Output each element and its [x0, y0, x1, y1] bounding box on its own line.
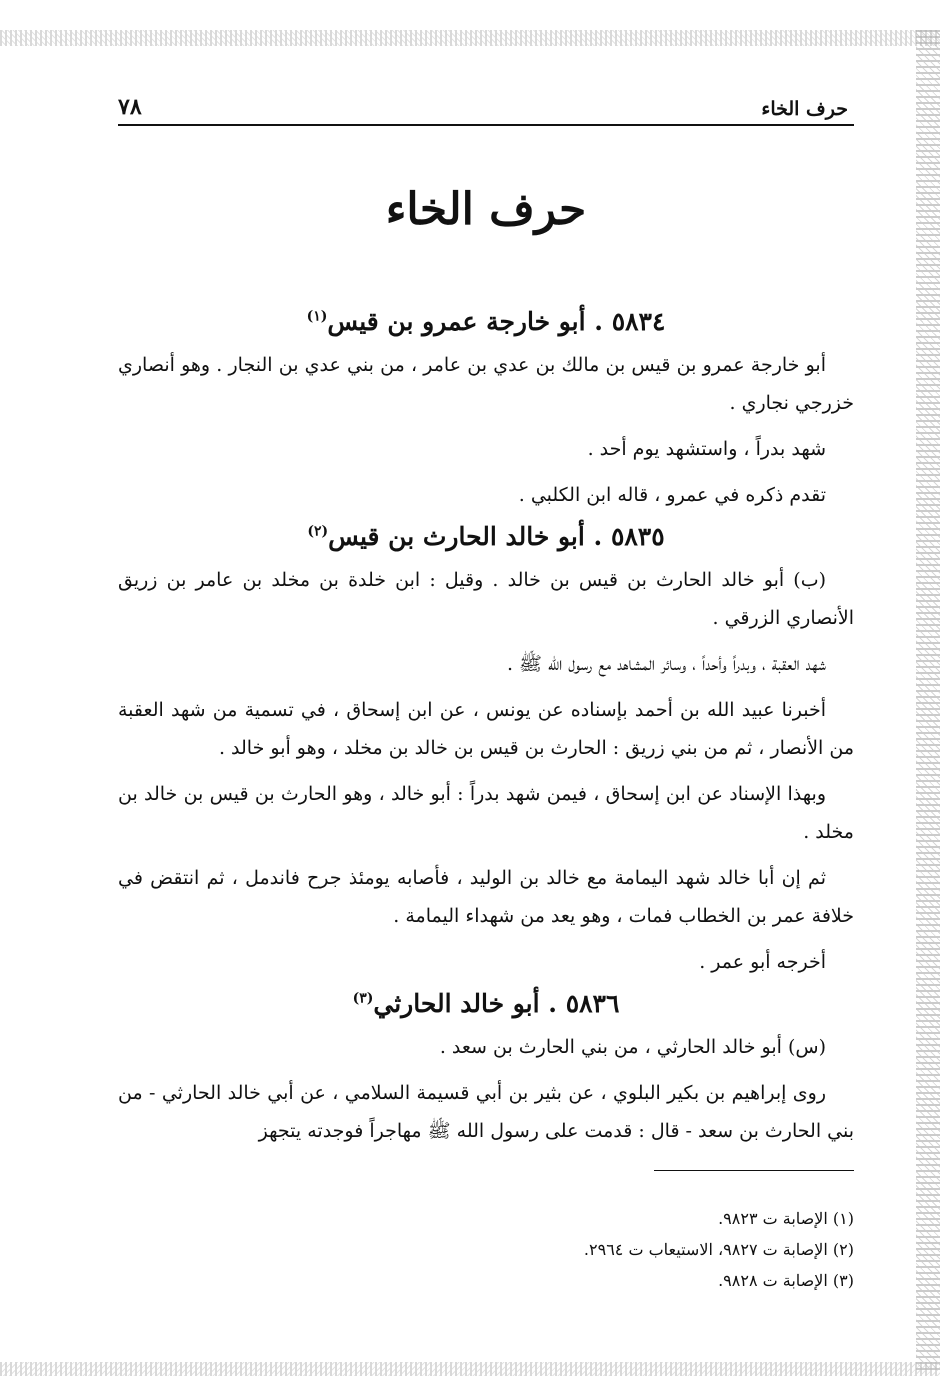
page — [118, 80, 854, 1296]
entry-paragraph: (س) أبو خالد الحارثي ، من بني الحارث بن سعد . — [439, 1036, 826, 1058]
entry-paragraph: أخبرنا عبيد الله بن أحمد بإسناده عن يونس ، عن ابن إسحاق ، في تسمية من شهد العقبة من الأنصار ، ثم من بني زريق : الحارث بن قيس بن خالد بن مخلد ، وهو أبو خالد . — [118, 699, 854, 759]
page-border-bottom — [0, 1362, 940, 1376]
running-title: حرف الخاء — [761, 98, 848, 120]
page-border-top — [0, 30, 940, 46]
entry-heading: ٥٨٣٥ . أبو خالد الحارث بن قيس$^{(٢)}$ — [307, 522, 665, 551]
entry-paragraph: شهد العقبة ، وبدراً وأحداً ، وسائر المشاهد مع رسول الله ﷺ . — [506, 653, 826, 675]
entry-paragraph: أبو خارجة عمرو بن قيس بن مالك بن عدي بن عامر ، من بني عدي بن النجار . وهو أنصاري خزرجي نجاري . — [118, 354, 854, 414]
entry-paragraph: وبهذا الإسناد عن ابن إسحاق ، فيمن شهد بدراً : أبو خالد ، وهو الحارث بن قيس بن خالد بن مخلد . — [118, 783, 854, 843]
entry-paragraph: (ب) أبو خالد الحارث بن قيس بن خالد . وقيل : ابن خلدة بن مخلد بن عامر بن زريق الأنصاري الزرقي . — [118, 569, 854, 629]
entry-paragraph: ثم إن أبا خالد شهد اليمامة مع خالد بن الوليد ، فأصابه يومئذ جرح فاندمل ، ثم انتقض في خلافة عمر بن الخطاب فمات ، وهو يعد من شهداء اليمامة . — [118, 867, 854, 927]
entry-paragraph: روى إبراهيم بن بكير البلوي ، عن بثير بن أبي قسيمة السلامي ، عن أبي خالد الحارثي - من بني الحارث بن سعد - قال : قدمت على رسول الله ﷺ مهاجراً فوجدته يتجهز — [118, 1082, 854, 1142]
entry-paragraph: تقدم ذكره في عمرو ، قاله ابن الكلبي . — [518, 484, 826, 506]
running-header — [118, 80, 854, 126]
footnote-ref: (٣) — [352, 990, 374, 1007]
chapter-title: حرف الخاء — [385, 184, 587, 235]
footnote: (١) الإصابة ت ٩٨٢٣. — [718, 1209, 854, 1228]
entry — [118, 307, 854, 514]
footnote: (٢) الإصابة ت ٩٨٢٧، الاستيعاب ت ٢٩٦٤. — [583, 1240, 854, 1259]
entry-paragraph: أخرجه أبو عمر . — [699, 951, 826, 973]
entry — [118, 522, 854, 981]
page-border-right — [916, 30, 940, 1370]
footnote: (٣) الإصابة ت ٩٨٢٨. — [718, 1271, 854, 1290]
page-number: ٧٨ — [118, 94, 142, 120]
entry-heading: ٥٨٣٦ . أبو خالد الحارثي$^{(٣)}$ — [352, 989, 620, 1018]
entry-paragraph: شهد بدراً ، واستشهد يوم أحد . — [587, 438, 826, 460]
footnote-ref: (٢) — [307, 523, 329, 540]
footnotes — [118, 1203, 854, 1296]
entry-heading: ٥٨٣٤ . أبو خارجة عمرو بن قيس$^{(١)}$ — [306, 307, 666, 336]
footnote-ref: (١) — [306, 308, 328, 325]
entry — [118, 989, 854, 1150]
footnote-divider — [654, 1170, 854, 1185]
